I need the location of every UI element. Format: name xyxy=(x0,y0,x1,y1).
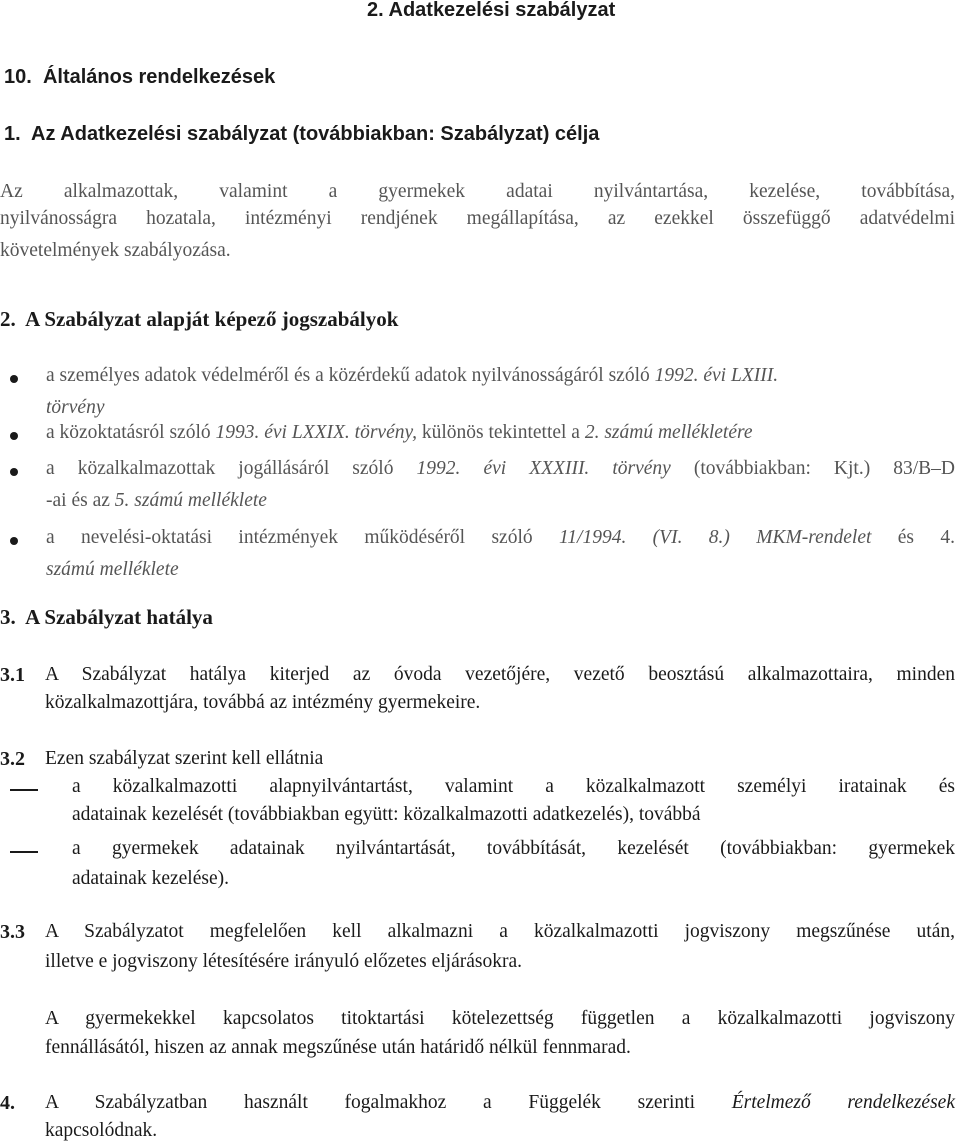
law-list-item-2 xyxy=(10,422,955,452)
law-item-1-line-1 xyxy=(46,365,778,387)
law-item-2-ref: 1993. évi LXXIX. törvény, xyxy=(215,422,417,443)
section-10-heading xyxy=(4,66,275,89)
para-3-2-item-2-line-1: a gyermekek adatainak nyilvántartását, továbbítását, kezelését (továbbiakban: gyermekek xyxy=(72,838,955,859)
law-item-4-text: a nevelési-oktatási intézmények működéséről szóló xyxy=(46,527,559,548)
para-3-2-item-2-line-2: adatainak kezelése). xyxy=(72,868,229,889)
law-item-2-text: a közoktatásról szóló xyxy=(46,422,216,443)
bullet-icon xyxy=(10,537,18,545)
section-1-line-1: Az alkalmazottak, valamint a gyermekek adatai nyilvántartása, kezelése, továbbítása, xyxy=(0,181,955,202)
law-list-item-1 xyxy=(10,365,955,425)
law-item-2-text-2: különös tekintettel a xyxy=(416,422,585,443)
dash-icon xyxy=(10,851,38,853)
para-3-3-line-1: A Szabályzatot megfelelően kell alkalmazni a közalkalmazotti jogviszony megszűnése után, xyxy=(45,921,955,942)
law-item-3-section: 83/B–D xyxy=(893,458,956,479)
law-item-3-ref: 1992. évi XXXIII. törvény xyxy=(416,458,671,479)
section-4-ref: Értelmező rendelkezések xyxy=(731,1092,955,1113)
section-1-heading: 1. Az Adatkezelési szabályzat (továbbiakban: Szabályzat) célja xyxy=(4,123,600,145)
section-2-heading: 2. A Szabályzat alapját képező jogszabályok xyxy=(0,307,399,331)
para-3-2-item-1 xyxy=(10,776,955,832)
para-3-1-number: 3.1 xyxy=(0,664,25,686)
section-4-number: 4. xyxy=(0,1092,15,1114)
para-3-3-line-2: illetve e jogviszony létesítésére irányuló előzetes eljárásokra. xyxy=(45,951,523,972)
law-item-4-number: 4. xyxy=(940,527,955,548)
section-10-number: 10. xyxy=(4,66,32,88)
law-item-1-ref: 1992. évi LXIII. xyxy=(654,365,779,386)
law-list-item-3 xyxy=(10,458,955,518)
section-1-line-2: nyilvánosságra hozatala, intézményi rendjének megállapítása, az ezekkel összefüggő adatvédelmi xyxy=(0,208,955,229)
bullet-icon xyxy=(10,375,18,383)
para-3-1-line-1: A Szabályzat hatálya kiterjed az óvoda vezetőjére, vezető beosztású alkalmazottaira, minden xyxy=(45,664,955,685)
law-item-3-annex: 5. számú melléklete xyxy=(114,490,267,511)
section-1-line-3: követelmények szabályozása. xyxy=(0,240,231,261)
para-3-2-number: 3.2 xyxy=(0,748,25,770)
page-title: 2. Adatkezelési szabályzat xyxy=(367,0,616,21)
para-3-2-intro: Ezen szabályzat szerint kell ellátnia xyxy=(45,748,324,769)
law-item-1-ref-cont: törvény xyxy=(46,397,105,418)
confidentiality-line-2: fennállásától, hiszen az annak megszűnése után határidő nélkül fennmarad. xyxy=(45,1037,631,1058)
law-item-3-text: a közalkalmazottak jogállásáról szóló xyxy=(46,458,417,479)
law-list-item-4 xyxy=(10,527,955,587)
section-4-text: A Szabályzatban használt fogalmakhoz a Függelék szerinti xyxy=(45,1092,732,1113)
law-item-4-ref: 11/1994. (VI. 8.) MKM-rendelet xyxy=(558,527,872,548)
section-3-heading: 3. A Szabályzat hatálya xyxy=(0,605,213,629)
law-item-2-annex: 2. számú mellékletére xyxy=(584,422,753,443)
law-item-3-text-2: (továbbiakban: Kjt.) xyxy=(670,458,894,479)
bullet-icon xyxy=(10,432,18,440)
confidentiality-line-1: A gyermekekkel kapcsolatos titoktartási kötelezettség független a közalkalmazotti jogviszony xyxy=(45,1008,955,1029)
law-item-4-annex: számú melléklete xyxy=(46,559,179,580)
section-4-line-1 xyxy=(45,1092,955,1114)
para-3-1-line-2: közalkalmazottjára, továbbá az intézmény gyermekeire. xyxy=(45,692,481,713)
dash-icon xyxy=(10,789,38,791)
para-3-2-item-1-line-1: a közalkalmazotti alapnyilvántartást, valamint a közalkalmazott személyi iratainak és xyxy=(72,776,955,797)
bullet-icon xyxy=(10,468,18,476)
para-3-3-number: 3.3 xyxy=(0,921,25,943)
law-item-3-text-3: és az xyxy=(66,490,115,511)
para-3-2-item-1-line-2: adatainak kezelését (továbbiakban együtt: közalkalmazotti adatkezelés), továbbá xyxy=(72,804,701,825)
section-10-title: Általános rendelkezések xyxy=(42,66,276,88)
section-4-line-2: kapcsolódnak. xyxy=(45,1120,158,1141)
para-3-2-item-2 xyxy=(10,838,955,894)
law-item-1-text: a személyes adatok védelméről és a közérdekű adatok nyilvánosságáról szóló xyxy=(46,365,655,386)
law-item-4-text-2: és xyxy=(871,527,941,548)
law-item-3-suffix: -ai xyxy=(46,490,67,511)
